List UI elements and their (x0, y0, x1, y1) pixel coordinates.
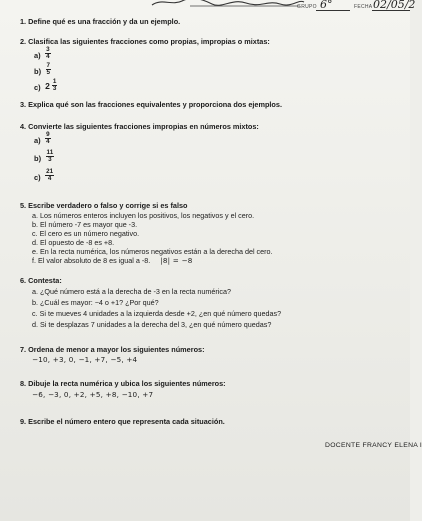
fraction: $\frac{7}{5}$ (46, 61, 51, 77)
fraction: $\frac{1}{3}$ (52, 77, 57, 93)
q5-item-b: b. El número -7 es mayor que -3. (32, 220, 138, 229)
fraction: $\frac{3}{4}$ (46, 45, 50, 61)
q4-item-b: b) $\frac{11}{3}$ (34, 148, 54, 164)
question-5: 5. Escribe verdadero o falso y corrige si es falso (20, 201, 188, 210)
date-label: FECHA (354, 4, 373, 10)
question-1: 1. Define qué es una fracción y da un ejemplo. (20, 17, 181, 26)
question-3: 3. Explica qué son las fracciones equivalentes y proporciona dos ejemplos. (20, 100, 282, 109)
question-4: 4. Convierte las siguientes fracciones impropias en números mixtos: (20, 122, 259, 131)
fraction: $\frac{9}{4}$ (46, 130, 50, 146)
q6-item-b: b. ¿Cuál es mayor: −4 o +1? ¿Por qué? (32, 298, 159, 307)
date-value: 02/05/2 (373, 0, 416, 11)
q4-item-c: c) $\frac{21}{4}$ (34, 167, 54, 183)
q5-item-e: e. En la recta numérica, los números negativos están a la derecha del cero. (32, 247, 273, 256)
q5-item-c: c. El cero es un número negativo. (32, 229, 140, 238)
question-8: 8. Dibuje la recta numérica y ubica los siguientes números: (20, 379, 226, 388)
q6-item-c: c. Si te mueves 4 unidades a la izquierda desde +2, ¿en qué número quedas? (32, 309, 282, 318)
q2-item-c: c) 2 $\frac{1}{3}$ (34, 77, 57, 93)
date-underline (372, 10, 410, 11)
question-7: 7. Ordena de menor a mayor los siguientes números: (20, 345, 205, 354)
fraction: $\frac{21}{4}$ (46, 167, 54, 183)
q4-item-a: a) $\frac{9}{4}$ (34, 130, 50, 146)
q6-item-a: a. ¿Qué número está a la derecha de -3 en la recta numérica? (32, 287, 231, 296)
handwritten-scrawl (150, 0, 305, 7)
question-2: 2. Clasifica las siguientes fracciones como propias, impropias o mixtas: (20, 37, 270, 46)
q7-numbers: −10, +3, 0, −1, +7, −5, +4 (32, 355, 138, 364)
fraction: $\frac{11}{3}$ (46, 148, 54, 164)
question-6: 6. Contesta: (20, 276, 62, 285)
q2-item-b: b) $\frac{7}{5}$ (34, 61, 51, 77)
q5-item-d: d. El opuesto de -8 es +8. (32, 238, 115, 247)
group-underline (316, 10, 350, 11)
group-label: GRUPO (297, 4, 317, 10)
teacher-name: DOCENTE FRANCY ELENA I (325, 442, 422, 449)
q8-numbers: −6, −3, 0, +2, +5, +8, −10, +7 (32, 390, 154, 399)
q5-item-f: f. El valor absoluto de 8 es igual a -8. |8| = −8 (32, 256, 193, 265)
q2-item-a: a) $\frac{3}{4}$ (34, 45, 50, 61)
question-9: 9. Escribe el número entero que representa cada situación. (20, 417, 225, 426)
group-value: 6° (320, 0, 333, 11)
q5-item-a: a. Los números enteros incluyen los positivos, los negativos y el cero. (32, 211, 255, 220)
q6-item-d: d. Si te desplazas 7 unidades a la derecha del 3, ¿en qué número quedas? (32, 320, 272, 329)
